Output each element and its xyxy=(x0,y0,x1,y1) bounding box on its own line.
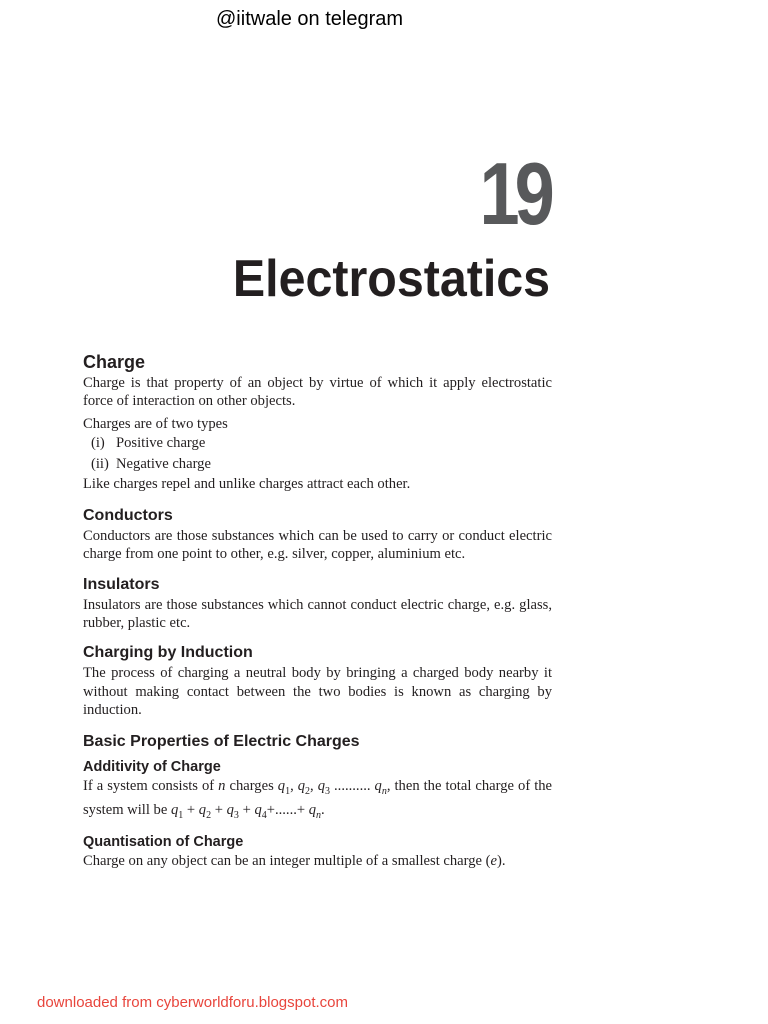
telegram-watermark: @iitwale on telegram xyxy=(216,8,404,30)
section-heading-insulators: Insulators xyxy=(83,575,160,593)
list-text: Negative charge xyxy=(116,455,211,472)
list-number: (ii) xyxy=(91,455,109,472)
chapter-content xyxy=(83,350,552,870)
quantisation-text: Charge on any object can be an integer multiple of a smallest charge (e). xyxy=(83,852,506,869)
list-text: Positive charge xyxy=(116,434,206,451)
insulators-definition: Insulators are those substances which cannot conduct electric charge, e.g. glass, rubber, plastic etc. xyxy=(83,596,552,632)
subheading-additivity: Additivity of Charge xyxy=(83,759,221,776)
induction-definition: The process of charging a neutral body by bringing a charged body nearby it without making contact between the two bodies is known as charging by induction. xyxy=(83,665,552,718)
charge-rule: Like charges repel and unlike charges attract each other. xyxy=(83,475,411,492)
list-item xyxy=(83,454,552,475)
conductors-definition: Conductors are those substances which can be used to carry or conduct electric charge from one point to other, e.g. silver, copper, aluminium etc. xyxy=(83,528,552,563)
download-source-link[interactable]: downloaded from cyberworldforu.blogspot.com xyxy=(37,994,348,1011)
charge-types-intro: Charges are of two types xyxy=(83,415,228,432)
section-heading-charge: Charge xyxy=(83,352,146,372)
section-heading-basic-properties: Basic Properties of Electric Charges xyxy=(83,733,360,751)
additivity-text: If a system consists of n charges $q_1$, $q_2$, $q_3$ .......... $q_n$, then the total charge of the system will be $q_1 + q_2 + q_3 + q_4+......+ q_n$. xyxy=(83,778,553,822)
list-number: (i) xyxy=(91,434,105,451)
charge-definition: Charge is that property of an object by virtue of which it apply electrostatic force of interaction on other objects. xyxy=(83,375,552,410)
section-heading-conductors: Conductors xyxy=(83,507,173,525)
section-heading-induction: Charging by Induction xyxy=(83,644,253,662)
chapter-title: Electrostatics xyxy=(232,250,550,308)
chapter-number: 19 xyxy=(479,144,550,243)
list-item xyxy=(83,433,552,454)
subheading-quantisation: Quantisation of Charge xyxy=(83,833,244,850)
